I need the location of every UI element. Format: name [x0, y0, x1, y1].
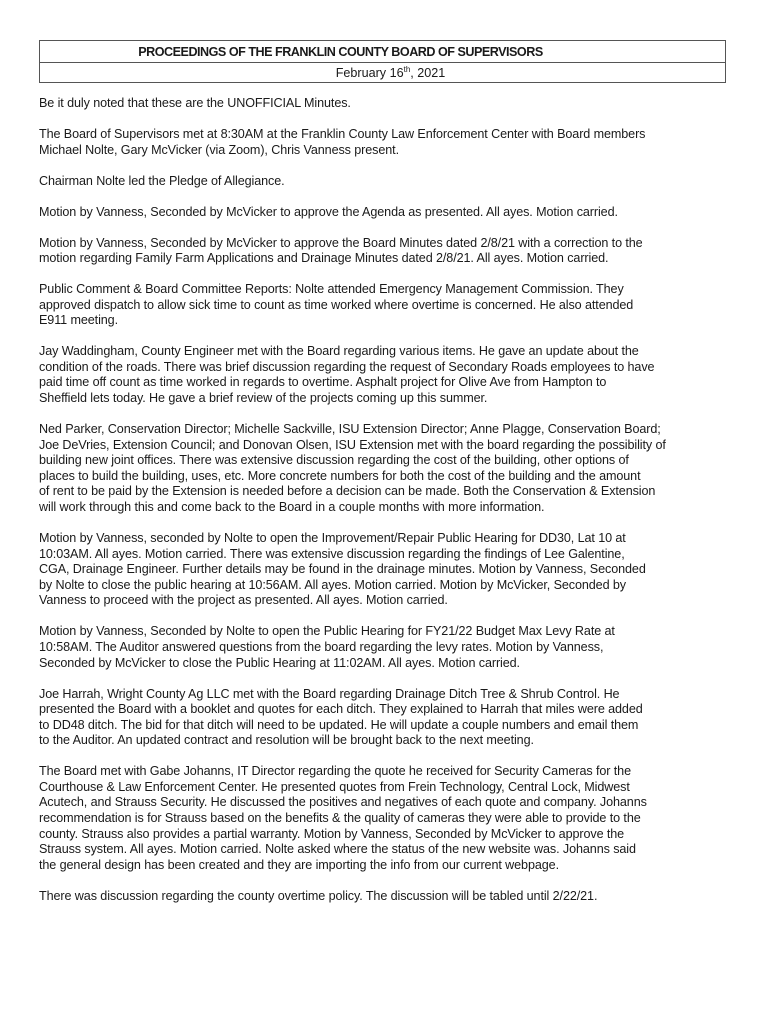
- minutes-body: [39, 96, 728, 904]
- paragraph-line: to DD48 ditch. The bid for that ditch will need to be updated. He will update a couple numbers and email them: [39, 717, 639, 732]
- minutes-paragraph: [39, 282, 728, 329]
- minutes-paragraph: [39, 422, 728, 516]
- minutes-paragraph: [39, 764, 728, 873]
- paragraph-line: Motion by Vanness, seconded by Nolte to open the Improvement/Repair Public Hearing for DD30, Lat 10 at: [39, 531, 626, 545]
- paragraph-line: CGA, Drainage Engineer. Further details may be found in the drainage minutes. Motion by Vanness, Seconded: [39, 562, 646, 577]
- paragraph-line: to the Auditor. An updated contract and resolution will be brought back to the next meeting.: [39, 733, 534, 748]
- paragraph-line: recommendation is for Strauss based on the benefits & the quality of cameras they were able to provide to the: [39, 811, 641, 826]
- minutes-paragraph: [39, 687, 728, 749]
- paragraph-line: 10:03AM. All ayes. Motion carried. There was extensive discussion regarding the findings of Lee Galentine,: [39, 546, 625, 561]
- paragraph-line: Strauss system. All ayes. Motion carried. Nolte asked where the status of the new website was. Johanns said: [39, 842, 636, 857]
- paragraph-line: Motion by Vanness, Seconded by Nolte to open the Public Hearing for FY21/22 Budget Max Levy Rate at: [39, 624, 615, 639]
- paragraph-line: Chairman Nolte led the Pledge of Allegiance.: [39, 173, 285, 188]
- meeting-date-month-day: February 16: [335, 66, 404, 80]
- paragraph-line: 10:58AM. The Auditor answered questions from the board regarding the levy rates. Motion by Vanness,: [39, 639, 604, 654]
- paragraph-line: Acutech, and Strauss Security. He discussed the positives and negatives of each quote and company. Johanns: [39, 795, 647, 810]
- document-title: PROCEEDINGS OF THE FRANKLIN COUNTY BOARD OF SUPERVISORS: [40, 41, 725, 63]
- paragraph-line: places to build the building, uses, etc. More concrete numbers for both the cost of the building and the amount: [39, 468, 641, 483]
- paragraph-line: the general design has been created and they are importing the info from our current webpage.: [39, 857, 559, 872]
- paragraph-line: will work through this and come back to the Board in a couple months with more information.: [39, 500, 545, 515]
- paragraph-line: building new joint offices. There was extensive discussion regarding the cost of the building, other options of: [39, 453, 629, 468]
- minutes-paragraph: [39, 531, 728, 609]
- minutes-paragraph: [39, 127, 728, 158]
- meeting-date-ordinal: th: [403, 64, 411, 74]
- minutes-paragraph: [39, 624, 728, 671]
- header-box: [39, 40, 726, 83]
- paragraph-line: of rent to be paid by the Extension is needed before a decision can be made. Both the Conservation & Extension: [39, 484, 656, 499]
- meeting-date: [40, 63, 725, 82]
- paragraph-line: presented the Board with a booklet and quotes for each ditch. They explained to Harrah that miles were added: [39, 702, 643, 717]
- paragraph-line: Motion by Vanness, Seconded by McVicker to approve the Board Minutes dated 2/8/21 with a correction to the: [39, 235, 643, 250]
- paragraph-line: Motion by Vanness, Seconded by McVicker to approve the Agenda as presented. All ayes. Motion carried.: [39, 204, 618, 219]
- paragraph-line: Seconded by McVicker to close the Public Hearing at 11:02AM. All ayes. Motion carried.: [39, 655, 520, 670]
- document-page: [39, 40, 728, 920]
- paragraph-line: Public Comment & Board Committee Reports: Nolte attended Emergency Management Commission. They: [39, 282, 624, 297]
- paragraph-line: motion regarding Family Farm Applications and Drainage Minutes dated 2/8/21. All ayes. Motion carried.: [39, 251, 609, 266]
- minutes-paragraph: [39, 96, 728, 112]
- paragraph-line: approved dispatch to allow sick time to count as time worked where overtime is concerned. He also attended: [39, 297, 634, 312]
- paragraph-line: Joe Harrah, Wright County Ag LLC met with the Board regarding Drainage Ditch Tree & Shrub Control. He: [39, 686, 620, 701]
- paragraph-line: Jay Waddingham, County Engineer met with the Board regarding various items. He gave an update about the: [39, 344, 639, 359]
- paragraph-line: Vanness to proceed with the project as presented. All ayes. Motion carried.: [39, 593, 448, 608]
- paragraph-line: E911 meeting.: [39, 313, 118, 328]
- paragraph-line: condition of the roads. There was brief discussion regarding the request of Secondary Roads employees to have: [39, 359, 655, 374]
- paragraph-line: Michael Nolte, Gary McVicker (via Zoom), Chris Vanness present.: [39, 142, 399, 157]
- meeting-date-year: , 2021: [410, 66, 446, 80]
- minutes-paragraph: [39, 174, 728, 190]
- paragraph-line: by Nolte to close the public hearing at 10:56AM. All ayes. Motion carried. Motion by McVicker, Seconded by: [39, 577, 626, 592]
- paragraph-line: paid time off count as time worked in regards to overtime. Asphalt project for Olive Ave from Hampton to: [39, 375, 607, 390]
- paragraph-line: county. Strauss also provides a partial warranty. Motion by Vanness, Seconded by McVicker to approve the: [39, 826, 625, 841]
- minutes-paragraph: [39, 889, 728, 905]
- paragraph-line: Courthouse & Law Enforcement Center. He presented quotes from Frein Technology, Central Lock, Midwest: [39, 779, 630, 794]
- minutes-paragraph: [39, 236, 728, 267]
- paragraph-line: The Board met with Gabe Johanns, IT Director regarding the quote he received for Security Cameras for the: [39, 764, 631, 779]
- paragraph-line: There was discussion regarding the county overtime policy. The discussion will be tabled until 2/22/21.: [39, 888, 598, 903]
- paragraph-line: Sheffield lets today. He gave a brief review of the projects coming up this summer.: [39, 391, 488, 406]
- paragraph-line: The Board of Supervisors met at 8:30AM at the Franklin County Law Enforcement Center with Board members: [39, 126, 646, 141]
- paragraph-line: Ned Parker, Conservation Director; Michelle Sackville, ISU Extension Director; Anne Plagge, Conservation Board;: [39, 422, 661, 437]
- minutes-paragraph: [39, 205, 728, 221]
- paragraph-line: Joe DeVries, Extension Council; and Donovan Olsen, ISU Extension met with the board regarding the possibility of: [39, 437, 666, 452]
- minutes-paragraph: [39, 344, 728, 406]
- paragraph-line: Be it duly noted that these are the UNOFFICIAL Minutes.: [39, 96, 351, 110]
